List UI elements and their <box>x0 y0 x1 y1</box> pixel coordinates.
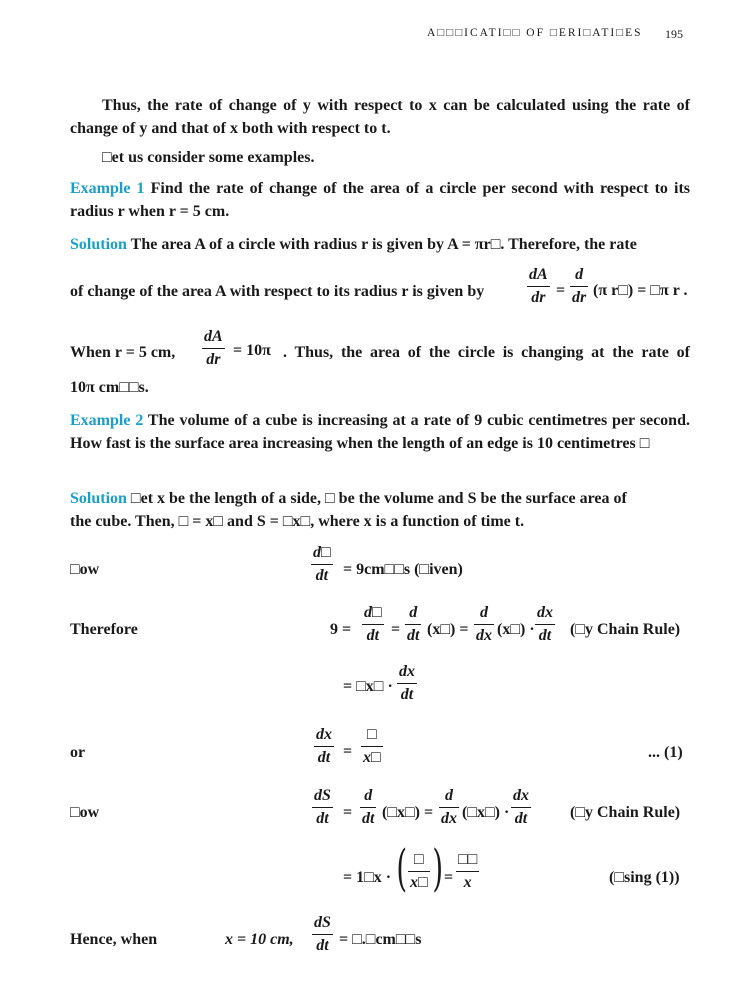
value-10pi: = 10π <box>233 342 271 359</box>
solution-1-rate-text: . Thus, the area of the circle is changing at the rate of <box>283 344 690 361</box>
six-x-squared-times: (□x□) · <box>462 804 510 821</box>
example-2 <box>70 409 690 455</box>
fraction-numerator: d□ <box>364 604 382 621</box>
hence-label: Hence, when <box>70 931 158 948</box>
solution-1-label: Solution <box>70 236 127 253</box>
fraction-numerator: dS <box>314 914 331 931</box>
fraction-denominator: dt <box>316 937 329 954</box>
fraction-numerator: d□ <box>313 544 331 561</box>
final-rate: = □.□cm□□s <box>339 931 422 948</box>
fraction-denominator: dt <box>317 749 331 766</box>
equals-sign: = <box>444 869 454 886</box>
fraction-d-dt <box>405 603 421 646</box>
equals-sign: = <box>556 282 566 299</box>
therefore-label: Therefore <box>70 621 138 638</box>
three-x-squared: = □x□ · <box>343 678 393 695</box>
left-paren: ( <box>396 839 408 897</box>
now-label-2: □ow <box>70 804 100 821</box>
solution-1-rate: 10π cm□□s. <box>70 379 149 396</box>
fraction-numerator: dx <box>399 663 415 680</box>
fraction-numerator: d <box>445 787 453 804</box>
fraction-denominator: dt <box>400 686 414 703</box>
fraction-denominator: dt <box>366 627 380 644</box>
example-1-text: Find the rate of change of the area of a circle per second with respect to its radius r when r = 5 cm. <box>70 180 690 220</box>
fraction-numerator: d <box>364 787 373 804</box>
fraction-dx-dt-4 <box>511 786 531 829</box>
fraction-numerator: dx <box>513 787 529 804</box>
fraction-denominator: dr <box>206 351 221 368</box>
fraction-denominator: dt <box>407 627 420 644</box>
example-1-label: Example 1 <box>70 180 145 197</box>
twelve-x-times: = 1□x · <box>343 869 392 886</box>
area-derivative-expression: (π r□) = □π r . <box>593 282 688 299</box>
solution-1-text: The area A of a circle with radius r is given by A = πr□. Therefore, the rate <box>130 236 637 253</box>
equals-sign: = <box>391 621 401 638</box>
six-x-squared-expression: (□x□) = <box>382 804 434 821</box>
right-paren: ) <box>432 839 444 897</box>
equals-sign: = <box>343 743 353 760</box>
fraction-dV-dt <box>311 543 333 586</box>
given-rate: = 9cm□□s (□iven) <box>343 561 463 578</box>
fraction-numerator: dA <box>529 266 548 283</box>
fraction-numerator: dS <box>314 787 331 804</box>
fraction-dS-dt-2 <box>312 913 333 956</box>
chain-rule-note-1: (□y Chain Rule) <box>570 621 681 638</box>
fraction-dA-dr-2 <box>202 327 225 370</box>
fraction-d-dx <box>474 603 494 646</box>
fraction-d-dx-2 <box>439 786 459 829</box>
solution-2-line-1 <box>70 487 690 510</box>
fraction-3-over-x2 <box>361 725 383 768</box>
example-2-text: The volume of a cube is increasing at a rate of 9 cubic centimetres per second. How fast is the surface area increasing when the length of an edge is 10 centimetres □ <box>70 412 690 452</box>
fraction-denominator: dt <box>315 567 329 584</box>
solution-1-line-2: of change of the area A with respect to its radius r is given by <box>70 283 485 300</box>
fraction-dx-dt-2 <box>397 662 417 705</box>
fraction-numerator: dx <box>316 726 332 743</box>
fraction-denominator: x□ <box>363 749 381 766</box>
fraction-dx-dt-3 <box>314 725 334 768</box>
x-cubed-times: (x□) · <box>497 621 535 638</box>
intro-paragraph: Thus, the rate of change of y with respect to x can be calculated using the rate of change of y and that of x both with respect to t. <box>70 97 690 137</box>
fraction-denominator: dr <box>531 289 546 306</box>
fraction-denominator: dt <box>514 810 528 827</box>
fraction-dx-dt <box>535 603 555 646</box>
fraction-dA-dr <box>527 265 550 308</box>
equals-sign: = <box>343 804 353 821</box>
nine-equals: 9 = <box>330 621 352 638</box>
fraction-dV-dt-2 <box>362 603 384 646</box>
fraction-3-over-x2-2 <box>408 850 430 893</box>
examples-intro: □et us consider some examples. <box>102 149 315 166</box>
fraction-denominator: dt <box>362 810 375 827</box>
equation-reference-1: ... (1) <box>648 744 683 761</box>
solution-2-text: □et x be the length of a side, □ be the volume and S be the surface area of <box>130 490 627 507</box>
now-label-1: □ow <box>70 561 100 578</box>
fraction-numerator: d <box>480 604 488 621</box>
fraction-denominator: dt <box>538 627 552 644</box>
fraction-denominator: dx <box>441 810 457 827</box>
fraction-denominator: dr <box>572 289 587 306</box>
fraction-dS-dt <box>312 786 333 829</box>
fraction-numerator: d <box>575 266 584 283</box>
running-header: A□□□ICATI□□ OF □ERI□ATI□ES <box>427 27 643 39</box>
fraction-numerator: □ <box>414 851 424 868</box>
fraction-denominator: dt <box>316 810 329 827</box>
using-1-note: (□sing (1)) <box>609 869 680 886</box>
example-2-label: Example 2 <box>70 412 144 429</box>
fraction-numerator: dx <box>537 604 553 621</box>
fraction-denominator: x□ <box>410 874 428 891</box>
fraction-numerator: d <box>409 604 418 621</box>
chain-rule-note-2: (□y Chain Rule) <box>570 804 681 821</box>
or-label: or <box>70 744 86 761</box>
fraction-36-over-x <box>456 850 479 893</box>
solution-2-line-2: the cube. Then, □ = x□ and S = □x□, where x is a function of time t. <box>70 513 525 530</box>
example-1 <box>70 177 690 223</box>
fraction-numerator: dA <box>204 328 223 345</box>
x-cubed-expression: (x□) = <box>427 621 469 638</box>
fraction-numerator: □□ <box>458 851 478 868</box>
fraction-d-dt-2 <box>360 786 376 829</box>
solution-1-line-1 <box>70 233 690 256</box>
when-r-equals-5: When r = 5 cm, <box>70 344 176 361</box>
fraction-denominator: dx <box>476 627 492 644</box>
page-number: 195 <box>665 27 683 41</box>
fraction-d-dr <box>570 265 588 308</box>
fraction-numerator: □ <box>367 726 377 743</box>
fraction-denominator: x <box>463 874 472 891</box>
solution-2-label: Solution <box>70 490 127 507</box>
x-equals-10: x = 10 cm, <box>225 931 294 948</box>
